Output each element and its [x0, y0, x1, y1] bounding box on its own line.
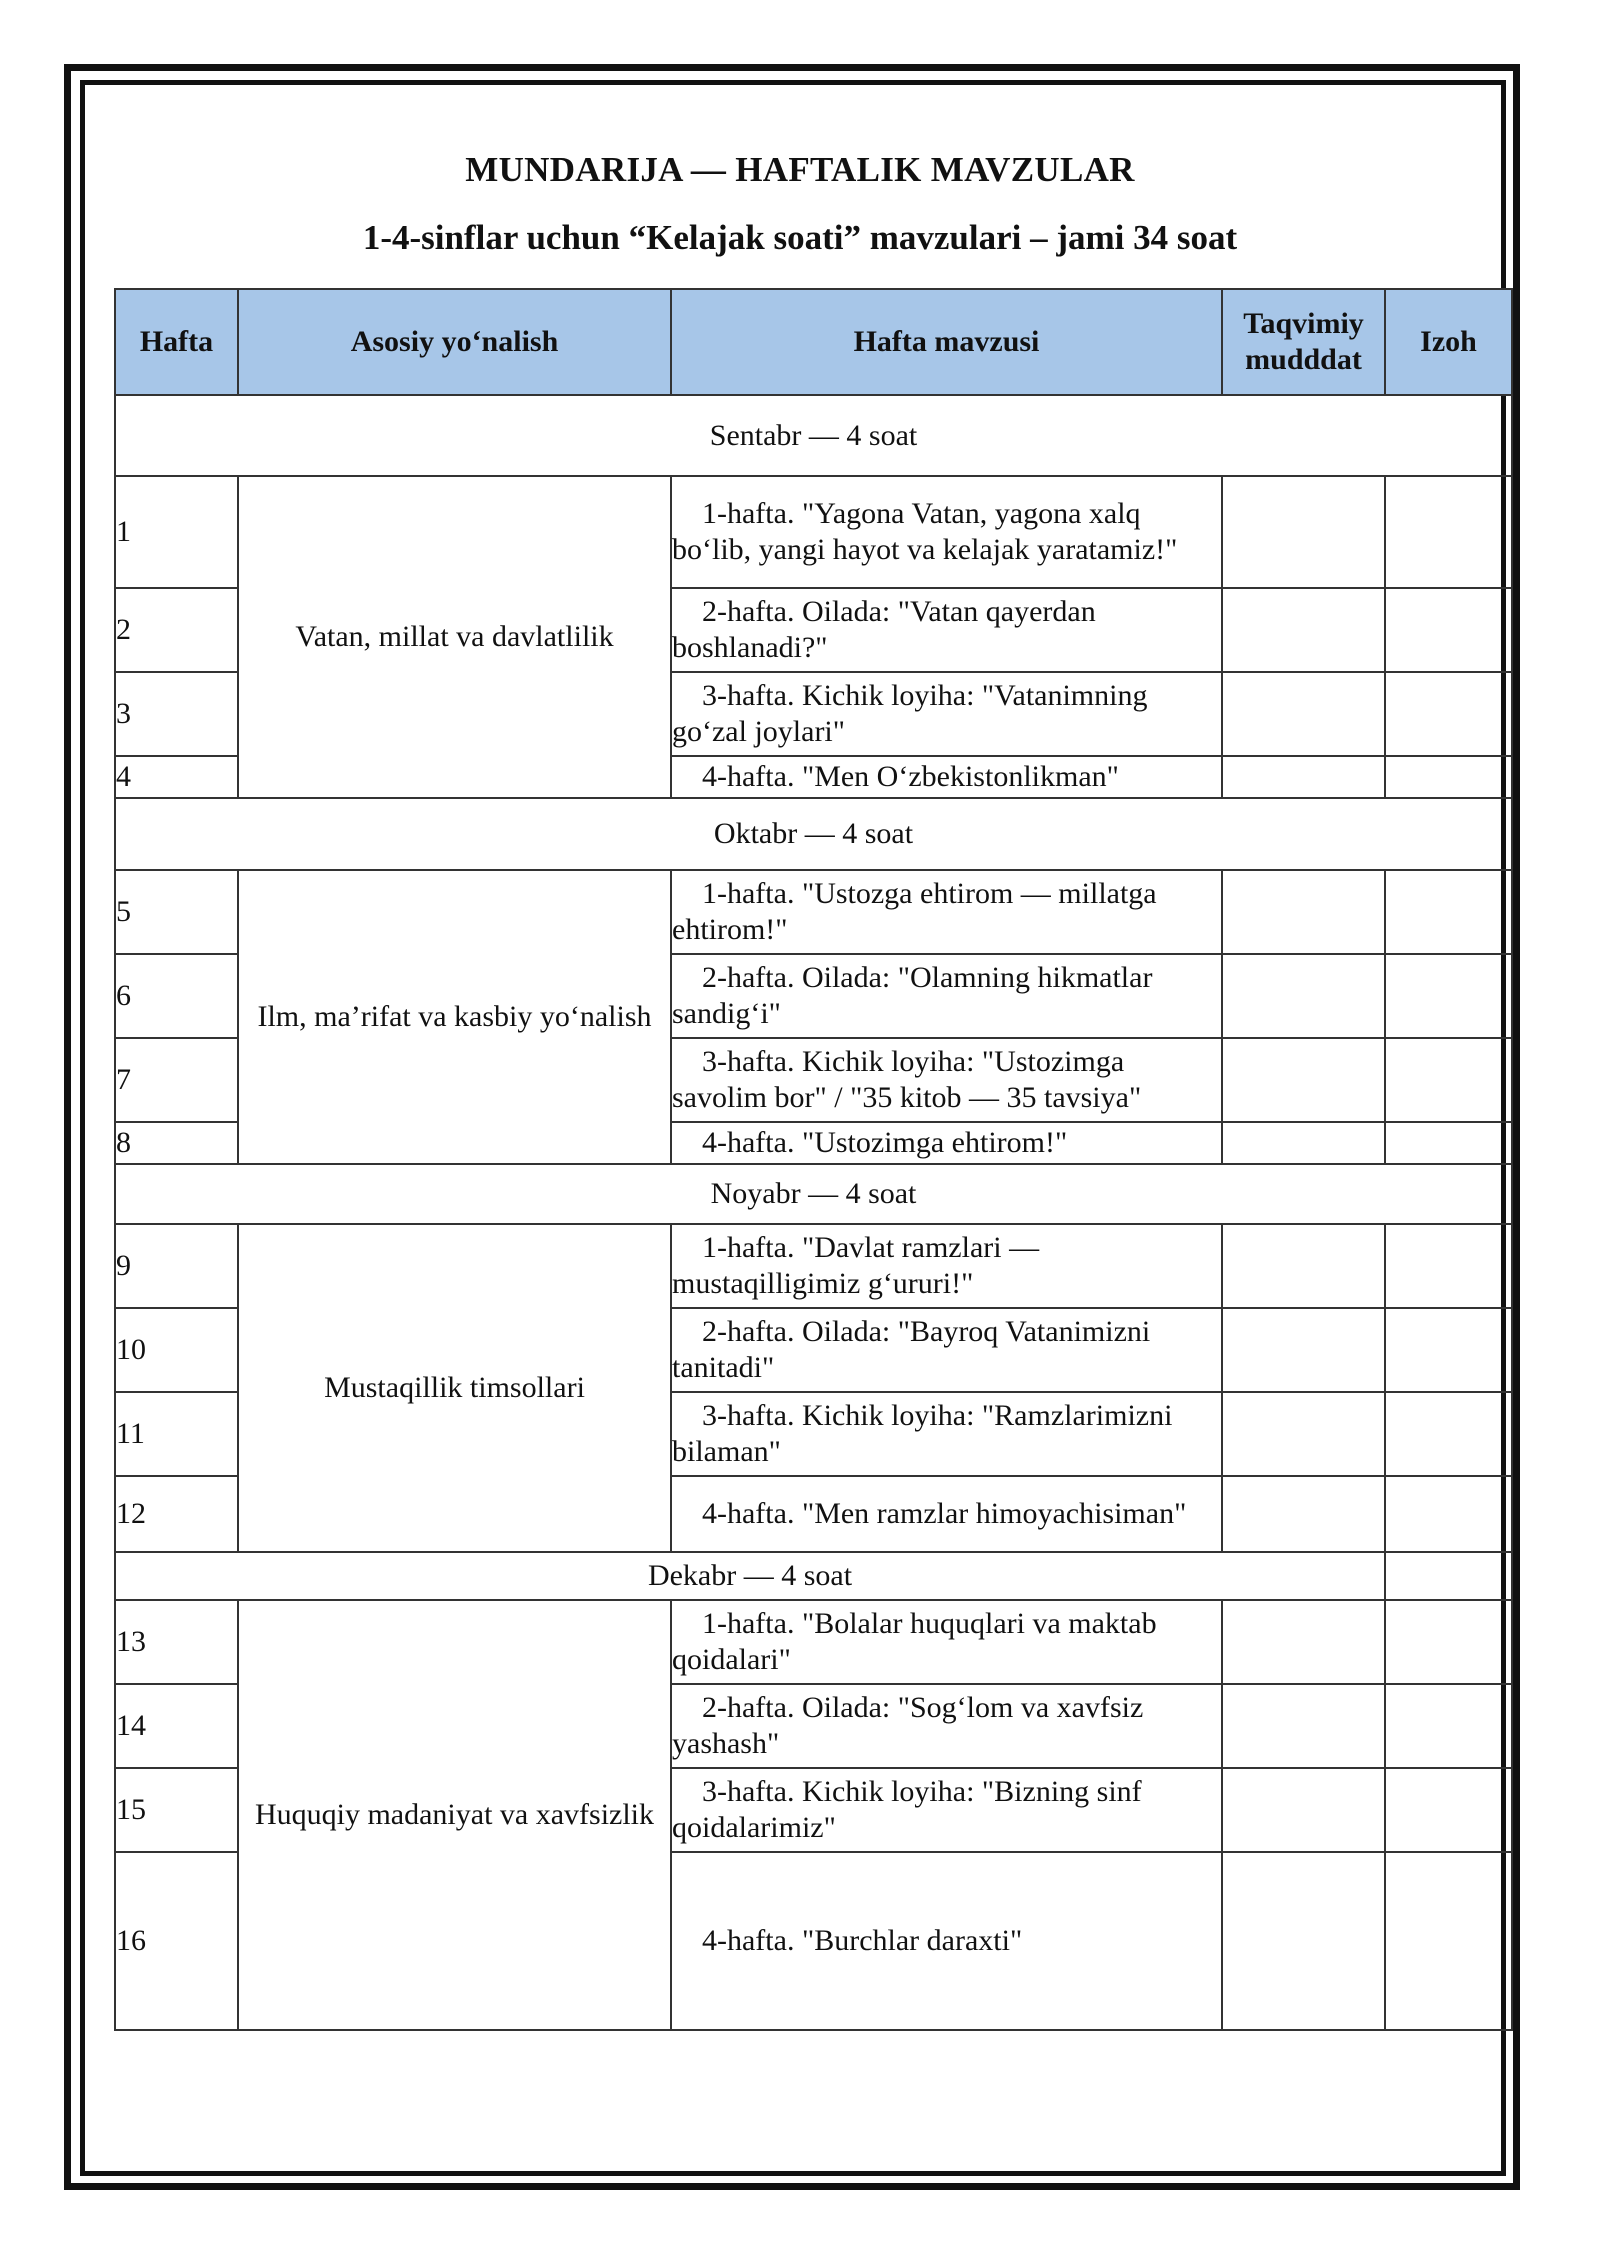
month-row: [115, 395, 1512, 476]
note-cell: [1385, 1684, 1512, 1768]
header-direction: Asosiy yo‘nalish: [238, 289, 671, 395]
week-number: 7: [115, 1038, 238, 1122]
topic-cell: 4-hafta. "Men ramzlar himoyachisiman": [671, 1476, 1222, 1552]
month-row: [115, 1164, 1512, 1224]
note-cell: [1385, 588, 1512, 672]
month-label: Oktabr — 4 soat: [115, 798, 1512, 870]
note-cell: [1385, 1308, 1512, 1392]
note-cell: [1385, 1038, 1512, 1122]
note-cell: [1385, 1392, 1512, 1476]
week-number: 2: [115, 588, 238, 672]
direction-cell: Ilm, ma’rifat va kasbiy yo‘nalish: [238, 870, 671, 1164]
table-row: [115, 1224, 1512, 1308]
month-label: Noyabr — 4 soat: [115, 1164, 1512, 1224]
direction-cell: Huquqiy madaniyat va xavfsizlik: [238, 1600, 671, 2030]
topic-cell: 2-hafta. Oilada: "Olamning hikmatlar sandig‘i": [671, 954, 1222, 1038]
topic-cell: 1-hafta. "Ustozga ehtirom — millatga ehtirom!": [671, 870, 1222, 954]
note-cell: [1385, 1768, 1512, 1852]
note-cell: [1385, 672, 1512, 756]
topic-cell: 4-hafta. "Burchlar daraxti": [671, 1852, 1222, 2030]
weekly-topics-table: [114, 288, 1513, 2031]
week-number: 13: [115, 1600, 238, 1684]
term-cell: [1222, 672, 1385, 756]
topic-cell: 1-hafta. "Yagona Vatan, yagona xalq bo‘lib, yangi hayot va kelajak yaratamiz!": [671, 476, 1222, 588]
month-row: [115, 1552, 1512, 1600]
week-number: 11: [115, 1392, 238, 1476]
term-cell: [1222, 1392, 1385, 1476]
table-row: [115, 476, 1512, 588]
header-topic: Hafta mavzusi: [671, 289, 1222, 395]
header-term: Taqvimiy mudddat: [1222, 289, 1385, 395]
note-cell: [1385, 1852, 1512, 2030]
note-cell: [1385, 1552, 1512, 1600]
document-title: MUNDARIJA — HAFTALIK MAVZULAR: [465, 150, 1135, 189]
direction-cell: Vatan, millat va davlatlilik: [238, 476, 671, 798]
direction-cell: Mustaqillik timsollari: [238, 1224, 671, 1552]
term-cell: [1222, 1852, 1385, 2030]
note-cell: [1385, 1476, 1512, 1552]
topic-cell: 1-hafta. "Davlat ramzlari — mustaqilligimiz g‘ururi!": [671, 1224, 1222, 1308]
note-cell: [1385, 1122, 1512, 1164]
term-cell: [1222, 1038, 1385, 1122]
topic-cell: 3-hafta. Kichik loyiha: "Vatanimning go‘zal joylari": [671, 672, 1222, 756]
week-number: 9: [115, 1224, 238, 1308]
topic-cell: 4-hafta. "Ustozimga ehtirom!": [671, 1122, 1222, 1164]
term-cell: [1222, 870, 1385, 954]
note-cell: [1385, 870, 1512, 954]
week-number: 10: [115, 1308, 238, 1392]
week-number: 8: [115, 1122, 238, 1164]
topic-cell: 2-hafta. Oilada: "Bayroq Vatanimizni tanitadi": [671, 1308, 1222, 1392]
table-row: [115, 870, 1512, 954]
table-header-row: [115, 289, 1512, 395]
header-note: Izoh: [1385, 289, 1512, 395]
week-number: 16: [115, 1852, 238, 2030]
term-cell: [1222, 1768, 1385, 1852]
term-cell: [1222, 1122, 1385, 1164]
week-number: 5: [115, 870, 238, 954]
term-cell: [1222, 1600, 1385, 1684]
week-number: 15: [115, 1768, 238, 1852]
week-number: 6: [115, 954, 238, 1038]
topic-cell: 4-hafta. "Men O‘zbekistonlikman": [671, 756, 1222, 798]
month-label: Dekabr — 4 soat: [115, 1552, 1385, 1600]
month-row: [115, 798, 1512, 870]
note-cell: [1385, 954, 1512, 1038]
week-number: 12: [115, 1476, 238, 1552]
note-cell: [1385, 1600, 1512, 1684]
term-cell: [1222, 756, 1385, 798]
week-number: 4: [115, 756, 238, 798]
term-cell: [1222, 588, 1385, 672]
topic-cell: 1-hafta. "Bolalar huquqlari va maktab qoidalari": [671, 1600, 1222, 1684]
week-number: 14: [115, 1684, 238, 1768]
topic-cell: 3-hafta. Kichik loyiha: "Ustozimga savolim bor" / "35 kitob — 35 tavsiya": [671, 1038, 1222, 1122]
week-number: 1: [115, 476, 238, 588]
term-cell: [1222, 476, 1385, 588]
topic-cell: 3-hafta. Kichik loyiha: "Bizning sinf qoidalarimiz": [671, 1768, 1222, 1852]
table-row: [115, 1600, 1512, 1684]
document-subtitle: 1-4-sinflar uchun “Kelajak soati” mavzulari – jami 34 soat: [362, 218, 1238, 257]
week-number: 3: [115, 672, 238, 756]
term-cell: [1222, 1684, 1385, 1768]
topic-cell: 3-hafta. Kichik loyiha: "Ramzlarimizni bilaman": [671, 1392, 1222, 1476]
note-cell: [1385, 756, 1512, 798]
topic-cell: 2-hafta. Oilada: "Sog‘lom va xavfsiz yashash": [671, 1684, 1222, 1768]
topic-cell: 2-hafta. Oilada: "Vatan qayerdan boshlanadi?": [671, 588, 1222, 672]
term-cell: [1222, 1224, 1385, 1308]
note-cell: [1385, 1224, 1512, 1308]
term-cell: [1222, 1308, 1385, 1392]
header-week: Hafta: [115, 289, 238, 395]
term-cell: [1222, 1476, 1385, 1552]
note-cell: [1385, 476, 1512, 588]
month-label: Sentabr — 4 soat: [115, 395, 1512, 476]
term-cell: [1222, 954, 1385, 1038]
